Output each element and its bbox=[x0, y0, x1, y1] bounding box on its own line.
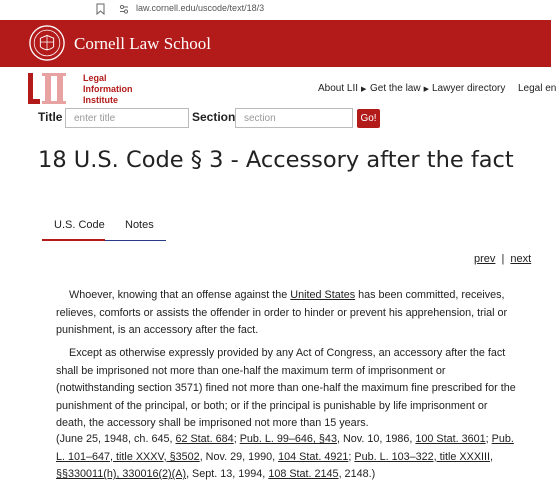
nav-label: Legal en bbox=[518, 83, 556, 94]
lii-line: Legal bbox=[83, 73, 107, 83]
school-name[interactable]: Cornell Law School bbox=[74, 34, 211, 53]
browser-url-bar[interactable] bbox=[0, 0, 551, 21]
bookmark-icon[interactable] bbox=[96, 3, 105, 15]
statute-paragraph-1 bbox=[56, 287, 516, 340]
search-form bbox=[0, 108, 551, 132]
citation-paragraph bbox=[56, 431, 516, 484]
pager bbox=[474, 253, 531, 265]
lii-logo-icon[interactable] bbox=[27, 72, 75, 105]
nav-lawyer-directory[interactable] bbox=[432, 83, 505, 94]
nav-label: Lawyer directory bbox=[432, 83, 506, 94]
lii-line: Information bbox=[83, 84, 133, 94]
nav-get-the-law[interactable] bbox=[370, 83, 429, 94]
caret-right-icon: ▶ bbox=[423, 86, 429, 93]
citation-text: , Nov. 10, 1986, bbox=[336, 433, 416, 445]
citation-link[interactable]: 104 Stat. 4921 bbox=[278, 450, 349, 463]
citation-link[interactable]: Pub. L. 99–646, §43 bbox=[239, 433, 337, 445]
united-states-link[interactable]: United States bbox=[290, 289, 356, 301]
text-run: Whoever, knowing that an offense against the bbox=[69, 289, 291, 301]
statute-paragraph-2: Except as otherwise expressly provided by any Act of Congress, an accessory after the fact shall be imprisoned not more than one-half the maximum term of imprisonment or (notwithstanding section 3571) fined not more than one-half the maximum fine prescribed for the punishment of the principal, or both; or if the principal is punishable by life imprisonment or death, the accessory shall be imprisoned not more than 15 years. bbox=[56, 347, 516, 430]
citation-text: ; bbox=[348, 450, 355, 463]
url-text[interactable]: law.cornell.edu/uscode/text/18/3 bbox=[136, 3, 265, 13]
site-info-icon[interactable] bbox=[118, 3, 130, 15]
tab-us-code[interactable]: U.S. Code bbox=[54, 219, 105, 231]
citation-link[interactable]: 108 Stat. 2145 bbox=[268, 468, 339, 481]
nav-label: About LII bbox=[318, 83, 359, 94]
cornell-banner bbox=[0, 20, 551, 67]
page-title: 18 U.S. Code § 3 - Accessory after the fact bbox=[38, 147, 514, 173]
text-run: has been committed, receives, relieves, comforts or assists the offender in order to hinder or prevent his apprehension, trial or punishment, is an accessory after the fact. bbox=[56, 289, 508, 337]
nav-about-lii[interactable] bbox=[318, 83, 366, 94]
section-label: Section bbox=[192, 110, 236, 124]
caret-right-icon: ▶ bbox=[361, 86, 367, 93]
citation-link[interactable]: Pub. L. 103–322, title XXXIII, §§330011(h), 330016(2)(A) bbox=[56, 450, 494, 481]
active-tab-indicator bbox=[42, 239, 105, 241]
citation-text: (June 25, 1948, ch. 645, bbox=[56, 433, 176, 445]
tab-notes[interactable]: Notes bbox=[125, 219, 154, 231]
pager-separator: | bbox=[501, 253, 505, 265]
lii-wordmark[interactable] bbox=[83, 73, 133, 106]
citation-link[interactable]: 62 Stat. 684 bbox=[175, 433, 234, 445]
citation-text: ; bbox=[485, 433, 492, 445]
citation-text: , Nov. 29, 1990, bbox=[199, 450, 279, 463]
lii-line: Institute bbox=[83, 95, 118, 105]
cornell-seal-icon[interactable] bbox=[28, 24, 66, 62]
nav-legal-encyclopedia[interactable] bbox=[518, 83, 556, 94]
title-label: Title bbox=[38, 110, 63, 124]
prev-link[interactable]: prev bbox=[474, 253, 496, 265]
go-button[interactable]: Go! bbox=[357, 109, 380, 128]
tab-bar bbox=[42, 212, 166, 241]
title-input[interactable]: enter title bbox=[65, 108, 189, 128]
citation-link[interactable]: Pub. L. 101–647, title XXXV, §3502 bbox=[56, 433, 514, 463]
citation-text: , 2148.) bbox=[338, 468, 376, 481]
nav-label: Get the law bbox=[370, 83, 421, 94]
citation-text: ; bbox=[233, 433, 240, 445]
citation-link[interactable]: 100 Stat. 3601 bbox=[415, 433, 486, 445]
citation-text: , Sept. 13, 1994, bbox=[186, 468, 269, 481]
next-link[interactable]: next bbox=[510, 253, 532, 265]
section-input[interactable]: section bbox=[235, 108, 353, 128]
tab-underline bbox=[105, 240, 166, 241]
